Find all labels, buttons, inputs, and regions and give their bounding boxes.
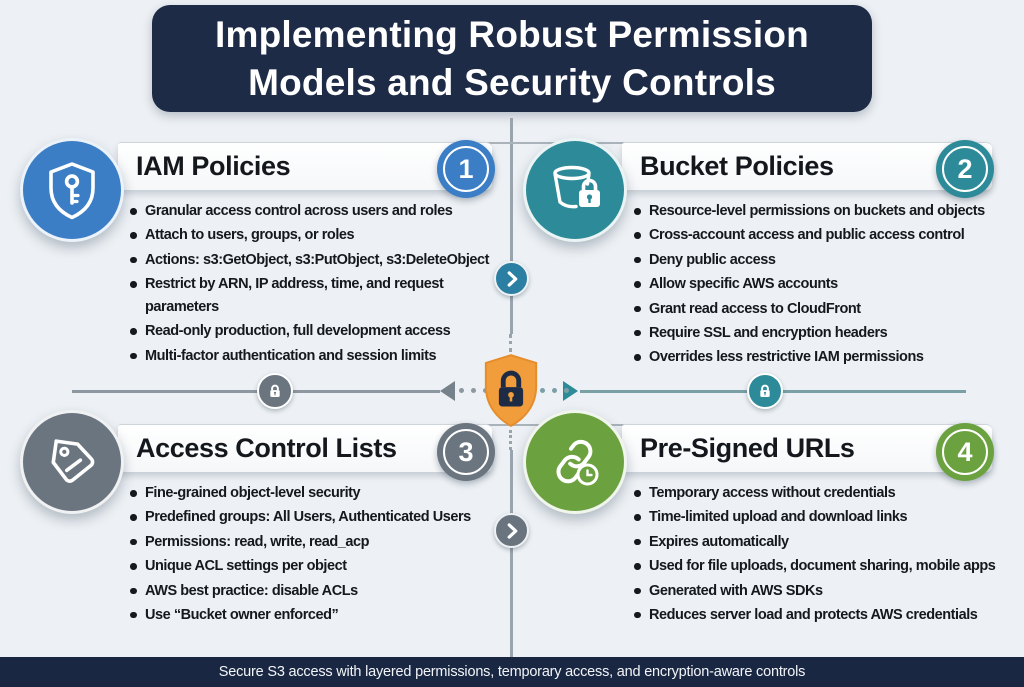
section-header-access-control-lists [118, 424, 492, 472]
bullet-item: Permissions: read, write, read_acp [128, 531, 510, 554]
bullet-item: Unique ACL settings per object [128, 555, 510, 578]
left-horizontal-divider [72, 390, 440, 393]
bullet-item: Actions: s3:GetObject, s3:PutObject, s3:DeleteObject [128, 249, 510, 272]
tag-icon [20, 410, 124, 514]
section-title: Pre-Signed URLs [640, 433, 855, 463]
bullet-item: Time-limited upload and download links [632, 506, 1014, 529]
section-header-iam-policies [118, 142, 492, 190]
number-badge-2 [936, 140, 994, 198]
bullet-item: Used for file uploads, document sharing, mobile apps [632, 555, 1014, 578]
bucket-lock-icon [523, 138, 627, 242]
bullet-item: Grant read access to CloudFront [632, 298, 1014, 321]
bullet-list-access-control-lists [128, 482, 510, 628]
lock-icon [747, 373, 783, 409]
bullet-item: Temporary access without credentials [632, 482, 1014, 505]
bullet-item: Reduces server load and protects AWS credentials [632, 604, 1014, 627]
bullet-item: Predefined groups: All Users, Authenticated Users [128, 506, 510, 529]
badge-number: 1 [458, 153, 474, 184]
section-title: Access Control Lists [136, 433, 397, 463]
bullet-item: AWS best practice: disable ACLs [128, 580, 510, 603]
bullet-item: Resource-level permissions on buckets and objects [632, 200, 1014, 223]
shield-key-icon [20, 138, 124, 242]
section-title: IAM Policies [136, 151, 291, 181]
chevron-right-icon [494, 513, 529, 548]
number-badge-1 [437, 140, 495, 198]
bullet-item: Attach to users, groups, or roles [128, 224, 510, 247]
title-line-1: Implementing Robust Permission [215, 13, 809, 55]
title-line-2: Models and Security Controls [248, 61, 776, 103]
bullet-item: Use “Bucket owner enforced” [128, 604, 510, 627]
number-badge-4 [936, 423, 994, 481]
badge-number: 2 [957, 153, 973, 184]
bullet-item: Deny public access [632, 249, 1014, 272]
badge-number: 4 [957, 436, 973, 467]
dotted-connector [540, 388, 569, 393]
badge-number: 3 [458, 436, 474, 467]
center-vertical-divider [510, 450, 513, 658]
bullet-item: Expires automatically [632, 531, 1014, 554]
bullet-item: Require SSL and encryption headers [632, 322, 1014, 345]
arrow-left-icon [440, 381, 455, 401]
footer-text: Secure S3 access with layered permissions, temporary access, and encryption-aware controls [218, 664, 806, 680]
center-vertical-divider [510, 118, 513, 334]
bullet-item: Generated with AWS SDKs [632, 580, 1014, 603]
bullet-item: Restrict by ARN, IP address, time, and request parameters [128, 273, 510, 318]
bullet-item: Granular access control across users and roles [128, 200, 510, 223]
footer-banner [0, 657, 1024, 687]
bullet-list-iam-policies [128, 200, 510, 369]
bullet-item: Multi-factor authentication and session limits [128, 345, 510, 368]
bullet-item: Allow specific AWS accounts [632, 273, 1014, 296]
section-title: Bucket Policies [640, 151, 834, 181]
title-banner [152, 5, 872, 112]
bullet-list-bucket-policies [632, 200, 1014, 371]
lock-icon [257, 373, 293, 409]
shield-lock-icon [480, 351, 542, 436]
bullet-item: Overrides less restrictive IAM permissions [632, 346, 1014, 369]
bullet-item: Cross-account access and public access control [632, 224, 1014, 247]
bullet-list-pre-signed-urls [632, 482, 1014, 628]
bullet-item: Read-only production, full development access [128, 320, 510, 343]
chevron-right-icon [494, 261, 529, 296]
bullet-item: Fine-grained object-level security [128, 482, 510, 505]
